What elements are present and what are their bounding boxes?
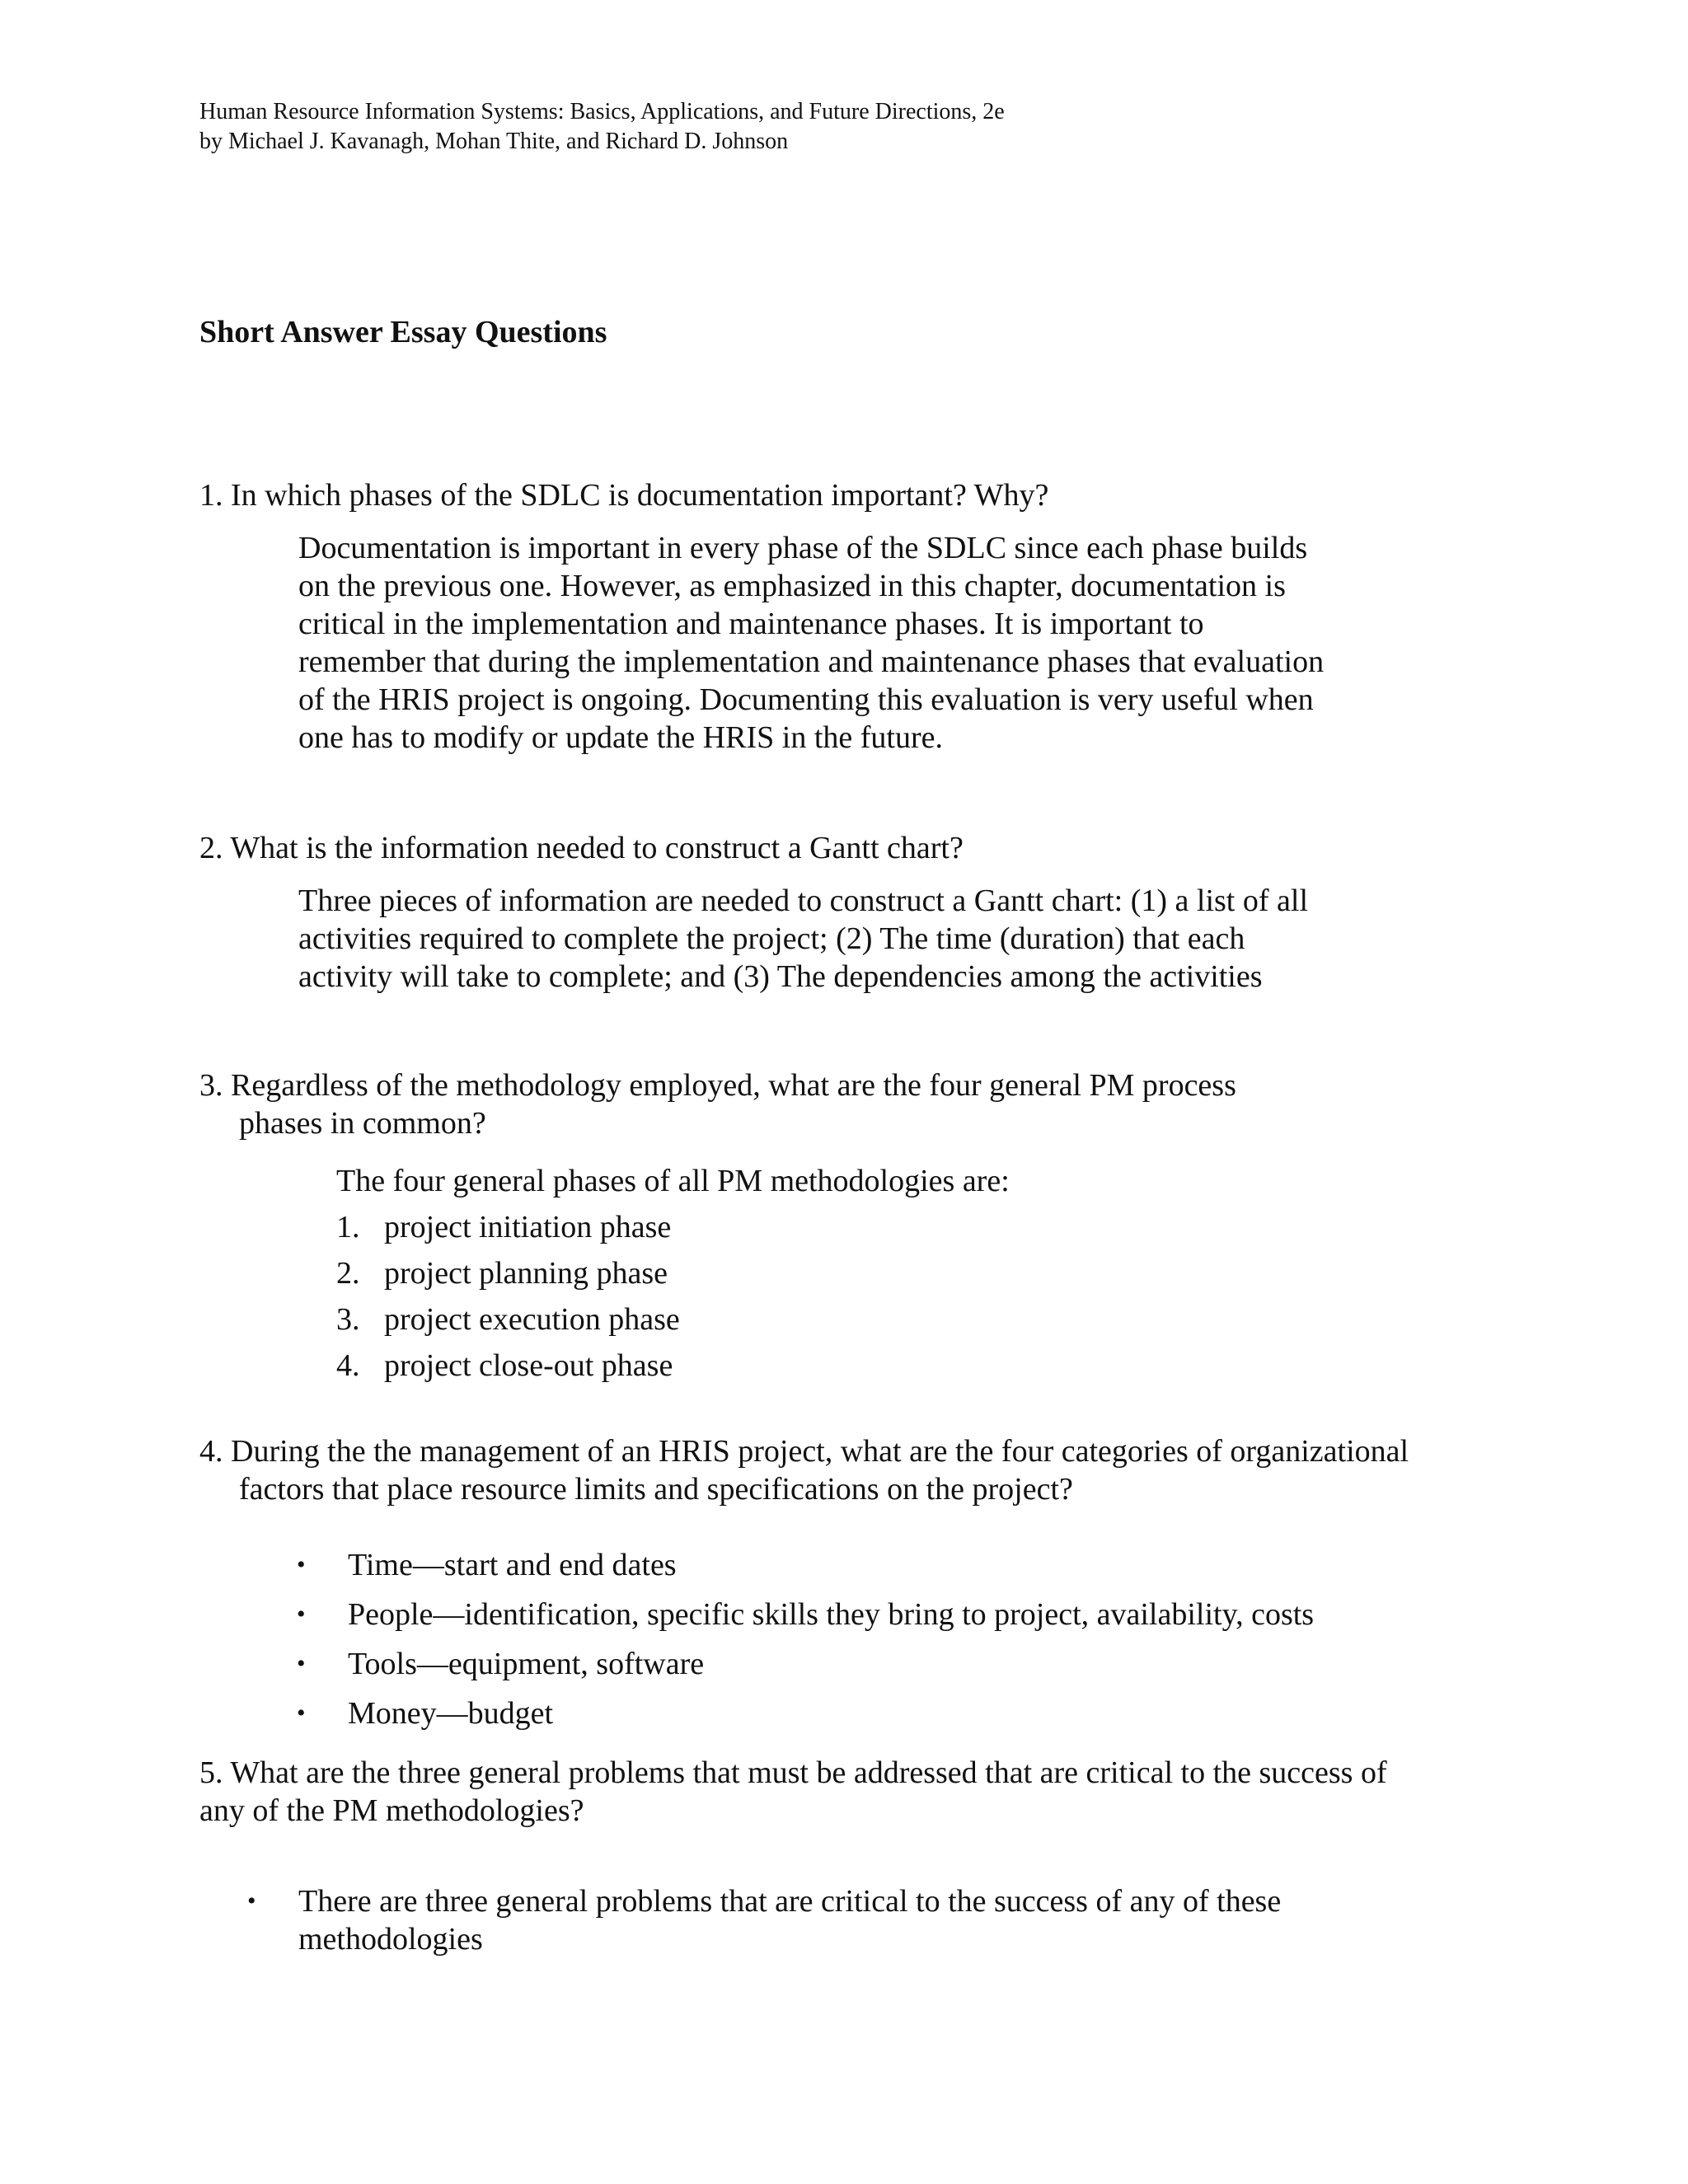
question-3	[199, 1066, 1518, 1142]
factors-list	[297, 1546, 1314, 1744]
list-item-number: 4.	[336, 1348, 360, 1383]
answer-1-line: Documentation is important in every phase of the SDLC since each phase builds	[298, 531, 1308, 565]
answer-2-line: Three pieces of information are needed to construct a Gantt chart: (1) a list of all	[298, 883, 1308, 918]
list-item	[297, 1694, 1314, 1744]
header-title-line: Human Resource Information Systems: Basics, Applications, and Future Directions, 2e	[199, 99, 1005, 124]
phases-list-intro: The four general phases of all PM methodologies are:	[336, 1164, 1010, 1198]
list-item-number: 1.	[336, 1210, 360, 1244]
question-4-text-cont: factors that place resource limits and specifications on the project?	[239, 1472, 1073, 1507]
answer-1-line: critical in the implementation and maintenance phases. It is important to	[298, 607, 1204, 641]
list-item-text: Time—start and end dates	[348, 1548, 677, 1582]
answer-2-line: activities required to complete the project; (2) The time (duration) that each	[298, 921, 1245, 956]
section-title: Short Answer Essay Questions	[199, 315, 607, 349]
question-3-text: 3. Regardless of the methodology employed, what are the four general PM process	[199, 1068, 1236, 1103]
answer-2	[298, 882, 1452, 996]
question-2-text: 2. What is the information needed to construct a Gantt chart?	[199, 831, 964, 865]
question-1	[199, 476, 1518, 514]
list-item	[336, 1301, 1010, 1347]
list-item-text: Tools—equipment, software	[348, 1647, 705, 1681]
bullet-icon: •	[297, 1650, 306, 1677]
question-2	[199, 829, 1518, 867]
list-item-text: project execution phase	[384, 1302, 680, 1337]
list-item-text: Money—budget	[348, 1696, 554, 1731]
answer-5-line: There are three general problems that are critical to the success of any of these	[298, 1884, 1282, 1919]
question-5-text-cont: any of the PM methodologies?	[199, 1793, 584, 1828]
list-item	[297, 1645, 1314, 1694]
list-item-text: project planning phase	[384, 1256, 668, 1291]
bullet-icon: •	[297, 1601, 306, 1628]
answer-1-line: one has to modify or update the HRIS in the future.	[298, 720, 944, 755]
list-item	[336, 1347, 1010, 1393]
question-4	[199, 1432, 1518, 1508]
answer-1	[298, 529, 1452, 757]
list-item	[297, 1596, 1314, 1645]
bullet-icon: •	[297, 1699, 306, 1727]
phases-list	[336, 1162, 1010, 1393]
list-item-text: project initiation phase	[384, 1210, 672, 1244]
answer-5-line: methodologies	[298, 1922, 483, 1957]
answer-5	[247, 1882, 1281, 1958]
list-item-text: People—identification, specific skills they bring to project, availability, costs	[348, 1597, 1315, 1632]
list-item	[336, 1254, 1010, 1301]
list-item-number: 2.	[336, 1256, 360, 1291]
question-5	[199, 1754, 1518, 1830]
header-authors-line: by Michael J. Kavanagh, Mohan Thite, and Richard D. Johnson	[199, 129, 789, 154]
question-4-text: 4. During the the management of an HRIS project, what are the four categories of organizational	[199, 1434, 1409, 1469]
answer-1-line: on the previous one. However, as emphasized in this chapter, documentation is	[298, 569, 1286, 603]
document-header	[199, 97, 1005, 157]
list-item	[336, 1208, 1010, 1254]
list-item-number: 3.	[336, 1302, 360, 1337]
answer-1-line: remember that during the implementation and maintenance phases that evaluation	[298, 644, 1325, 679]
question-5-text: 5. What are the three general problems that must be addressed that are critical to the success of	[199, 1755, 1387, 1790]
bullet-icon: •	[297, 1551, 306, 1578]
answer-2-line: activity will take to complete; and (3) The dependencies among the activities	[298, 959, 1263, 994]
answer-1-line: of the HRIS project is ongoing. Documenting this evaluation is very useful when	[298, 682, 1314, 717]
question-3-text-cont: phases in common?	[239, 1106, 486, 1141]
list-item-text: project close-out phase	[384, 1348, 673, 1383]
question-1-text: 1. In which phases of the SDLC is documentation important? Why?	[199, 478, 1049, 513]
bullet-icon: •	[247, 1887, 256, 1915]
list-item	[297, 1546, 1314, 1596]
